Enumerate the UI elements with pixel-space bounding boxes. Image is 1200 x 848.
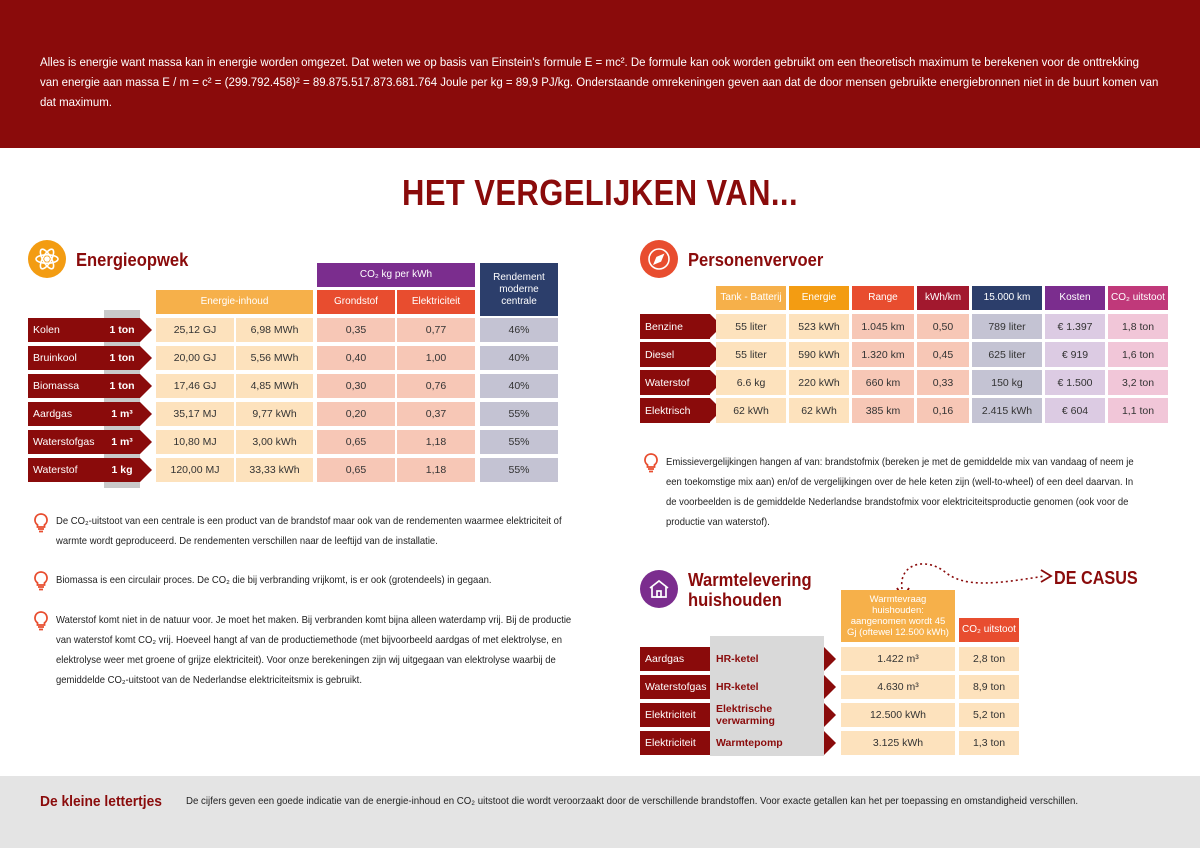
row-arrow	[140, 346, 152, 370]
cell-energie-kwh: 33,33 kWh	[236, 458, 313, 482]
cell-rendement: 40%	[480, 374, 558, 398]
vervoer-cell: 385 km	[852, 398, 914, 423]
cell-energie-kwh: 3,00 kWh	[236, 430, 313, 454]
lightbulb-icon	[32, 512, 50, 534]
vervoer-cell: € 919	[1045, 342, 1105, 367]
vervoer-cell: 1,6 ton	[1108, 342, 1168, 367]
cell-co2-grondstof: 0,30	[317, 374, 395, 398]
row-arrow	[140, 402, 152, 426]
warmte-value: 12.500 kWh	[841, 703, 955, 727]
cell-co2-elektriciteit: 0,77	[397, 318, 475, 342]
row-arrow	[140, 318, 152, 342]
energieopwek-title: Energieopwek	[76, 250, 189, 270]
lightbulb-icon	[32, 610, 50, 632]
vervoer-cell: 590 kWh	[789, 342, 849, 367]
cell-co2-elektriciteit: 0,37	[397, 402, 475, 426]
vervoer-cell: 1.320 km	[852, 342, 914, 367]
vervoer-cell: € 1.397	[1045, 314, 1105, 339]
row-label: Benzine	[640, 314, 710, 339]
row-unit: 1 ton	[104, 318, 140, 342]
row-unit: 1 ton	[104, 374, 140, 398]
heating-type: Warmtepomp	[716, 737, 783, 749]
cell-energie-gj: 20,00 GJ	[156, 346, 234, 370]
vervoer-cell: 62 kWh	[789, 398, 849, 423]
row-label: Waterstof	[28, 458, 104, 482]
cell-co2-grondstof: 0,65	[317, 458, 395, 482]
warmte-value: 1.422 m³	[841, 647, 955, 671]
cell-rendement: 46%	[480, 318, 558, 342]
footer-text: De cijfers geven een goede indicatie van de energie-inhoud en CO₂ uitstoot die wordt veroorzaakt door de verschillende brandstoffen. Voor exacte getallen kan het per toepassing en omstandigheid verschillen.	[186, 796, 1079, 807]
vervoer-cell: 523 kWh	[789, 314, 849, 339]
atom-icon	[28, 240, 66, 278]
cell-rendement: 55%	[480, 430, 558, 454]
cell-co2-elektriciteit: 1,00	[397, 346, 475, 370]
row-unit: 1 m³	[104, 402, 140, 426]
header-elektriciteit: Elektriciteit	[397, 290, 475, 314]
vervoer-cell: 0,45	[917, 342, 969, 367]
vervoer-cell: 789 liter	[972, 314, 1042, 339]
house-icon	[640, 570, 678, 608]
heating-type: HR-ketel	[716, 681, 759, 693]
cell-co2-grondstof: 0,20	[317, 402, 395, 426]
de-casus-label: DE CASUS	[1054, 568, 1138, 588]
header-energie-inhoud: Energie-inhoud	[156, 290, 313, 314]
vervoer-header: 15.000 km	[972, 286, 1042, 310]
warmte-co2: 5,2 ton	[959, 703, 1019, 727]
row-label: Waterstofgas	[28, 430, 104, 454]
cell-energie-kwh: 6,98 MWh	[236, 318, 313, 342]
vervoer-cell: 6.6 kg	[716, 370, 786, 395]
vervoer-header: Energie	[789, 286, 849, 310]
row-label: Elektriciteit	[640, 703, 710, 727]
vervoer-cell: 1,1 ton	[1108, 398, 1168, 423]
cell-energie-gj: 10,80 MJ	[156, 430, 234, 454]
vervoer-cell: 55 liter	[716, 342, 786, 367]
warmte-co2: 1,3 ton	[959, 731, 1019, 755]
header-co2-per-kwh: CO₂ kg per kWh	[317, 263, 475, 287]
header-warmtevraag: Warmtevraag huishouden: aangenomen wordt 45 Gj (oftewel 12.500 kWh)	[841, 590, 955, 642]
vervoer-cell: 625 liter	[972, 342, 1042, 367]
warmtelevering-title-line2: huishouden	[688, 590, 782, 610]
cell-co2-grondstof: 0,65	[317, 430, 395, 454]
warmte-co2: 2,8 ton	[959, 647, 1019, 671]
vervoer-cell: 1,8 ton	[1108, 314, 1168, 339]
cell-co2-grondstof: 0,35	[317, 318, 395, 342]
cell-energie-gj: 120,00 MJ	[156, 458, 234, 482]
vervoer-cell: 62 kWh	[716, 398, 786, 423]
energie-note-2: Biomassa is een circulair proces. De CO₂ die bij verbranding vrijkomt, is er ook (grotendeels) in gegaan.	[56, 575, 492, 586]
row-label: Elektrisch	[640, 398, 710, 423]
row-label: Bruinkool	[28, 346, 104, 370]
personenvervoer-title: Personenvervoer	[688, 250, 824, 270]
vervoer-note: Emissievergelijkingen hangen af van: brandstofmix (bereken je met de gemiddelde mix van vandaag of neem je een toekomstige mix aan) en/of de vergelijkingen over de hele keten zijn (well-to-wheel) of een deel daarvan. In de voorbeelden is de gemiddelde Nederlandse brandstofmix voor elektriciteitsproductie genomen (ook voor de productie van waterstof).	[666, 457, 1134, 528]
vervoer-cell: 220 kWh	[789, 370, 849, 395]
header-grondstof: Grondstof	[317, 290, 395, 314]
vervoer-header: Range	[852, 286, 914, 310]
heating-type: Elektrische verwarming	[716, 703, 775, 727]
cell-co2-elektriciteit: 1,18	[397, 458, 475, 482]
row-unit: 1 ton	[104, 346, 140, 370]
cell-rendement: 55%	[480, 458, 558, 482]
vervoer-header: kWh/km	[917, 286, 969, 310]
vervoer-cell: 660 km	[852, 370, 914, 395]
warmte-value: 4.630 m³	[841, 675, 955, 699]
page-title: HET VERGELIJKEN VAN...	[402, 172, 798, 213]
row-label: Aardgas	[640, 647, 710, 671]
cell-energie-gj: 25,12 GJ	[156, 318, 234, 342]
row-label: Waterstof	[640, 370, 710, 395]
header-co2-uitstoot: CO₂ uitstoot	[959, 618, 1019, 642]
vervoer-cell: 2.415 kWh	[972, 398, 1042, 423]
cell-energie-kwh: 5,56 MWh	[236, 346, 313, 370]
energie-note-3: Waterstof komt niet in de natuur voor. Je moet het maken. Bij verbranden komt bijna alleen waterdamp vrij. Bij de productie van waterstof komt CO₂ vrij. Hoeveel hangt af van de productiemethode (met bijvoorbeeld aardgas of met elektrolyse, en elektrolyse weer met groene of grijze elektriciteit). Voor onze berekeningen zijn wij uitgegaan van elektrolyse waarbij de gemiddelde CO₂-uitstoot van de Nederlandse elektriciteitsmix is gebruikt.	[56, 615, 572, 686]
cell-co2-grondstof: 0,40	[317, 346, 395, 370]
vervoer-cell: € 604	[1045, 398, 1105, 423]
row-unit: 1 m³	[104, 430, 140, 454]
cell-rendement: 55%	[480, 402, 558, 426]
warmtelevering-title	[688, 570, 812, 610]
vervoer-header: Tank - Batterij	[716, 286, 786, 310]
cell-co2-elektriciteit: 1,18	[397, 430, 475, 454]
vervoer-cell: € 1.500	[1045, 370, 1105, 395]
row-label: Biomassa	[28, 374, 104, 398]
warmte-co2: 8,9 ton	[959, 675, 1019, 699]
row-label: Aardgas	[28, 402, 104, 426]
cell-energie-gj: 17,46 GJ	[156, 374, 234, 398]
row-label: Diesel	[640, 342, 710, 367]
row-arrow	[140, 430, 152, 454]
vervoer-cell: 55 liter	[716, 314, 786, 339]
cell-co2-elektriciteit: 0,76	[397, 374, 475, 398]
row-label: Waterstofgas	[640, 675, 710, 699]
vervoer-header: CO₂ uitstoot	[1108, 286, 1168, 310]
cell-energie-kwh: 4,85 MWh	[236, 374, 313, 398]
vervoer-cell: 0,16	[917, 398, 969, 423]
heating-type: HR-ketel	[716, 653, 759, 665]
row-arrow	[140, 374, 152, 398]
cell-energie-kwh: 9,77 kWh	[236, 402, 313, 426]
lightbulb-icon	[32, 570, 50, 592]
intro-text: Alles is energie want massa kan in energie worden omgezet. Dat weten we op basis van Einstein's formule E = mc². De formule kan ook worden gebruikt om een theoretisch maximum te berekenen voor de onttrekking van energie aan massa E / m = c² = (299.792.458)² = 89.875.517.873.681.764 Joule per kg = 89,9 PJ/kg. Onderstaande omrekeningen geven aan dat de door mensen gebruikte energiebronnen niet in de buurt komen van dat maximum.	[40, 55, 1159, 109]
row-arrow	[824, 731, 836, 755]
warmtelevering-title-line1: Warmtelevering	[688, 570, 812, 590]
lightbulb-icon	[642, 452, 660, 474]
vervoer-cell: 0,50	[917, 314, 969, 339]
row-arrow	[824, 647, 836, 671]
header-rendement: Rendement moderne centrale	[480, 263, 558, 316]
row-arrow	[140, 458, 152, 482]
row-label: Kolen	[28, 318, 104, 342]
row-unit: 1 kg	[104, 458, 140, 482]
warmte-value: 3.125 kWh	[841, 731, 955, 755]
vervoer-cell: 0,33	[917, 370, 969, 395]
row-arrow	[824, 675, 836, 699]
intro-banner	[0, 0, 1200, 148]
vervoer-header: Kosten	[1045, 286, 1105, 310]
vervoer-cell: 150 kg	[972, 370, 1042, 395]
energie-note-1: De CO₂-uitstoot van een centrale is een product van de brandstof maar ook van de rendementen waarmee elektriciteit of warmte wordt geproduceerd. De rendementen verschillen naar de leeftijd van de installatie.	[56, 516, 562, 547]
cell-rendement: 40%	[480, 346, 558, 370]
footer-title: De kleine lettertjes	[40, 793, 162, 810]
vervoer-cell: 1.045 km	[852, 314, 914, 339]
vervoer-cell: 3,2 ton	[1108, 370, 1168, 395]
compass-icon	[640, 240, 678, 278]
row-arrow	[824, 703, 836, 727]
cell-energie-gj: 35,17 MJ	[156, 402, 234, 426]
row-label: Elektriciteit	[640, 731, 710, 755]
footer	[0, 776, 1200, 848]
